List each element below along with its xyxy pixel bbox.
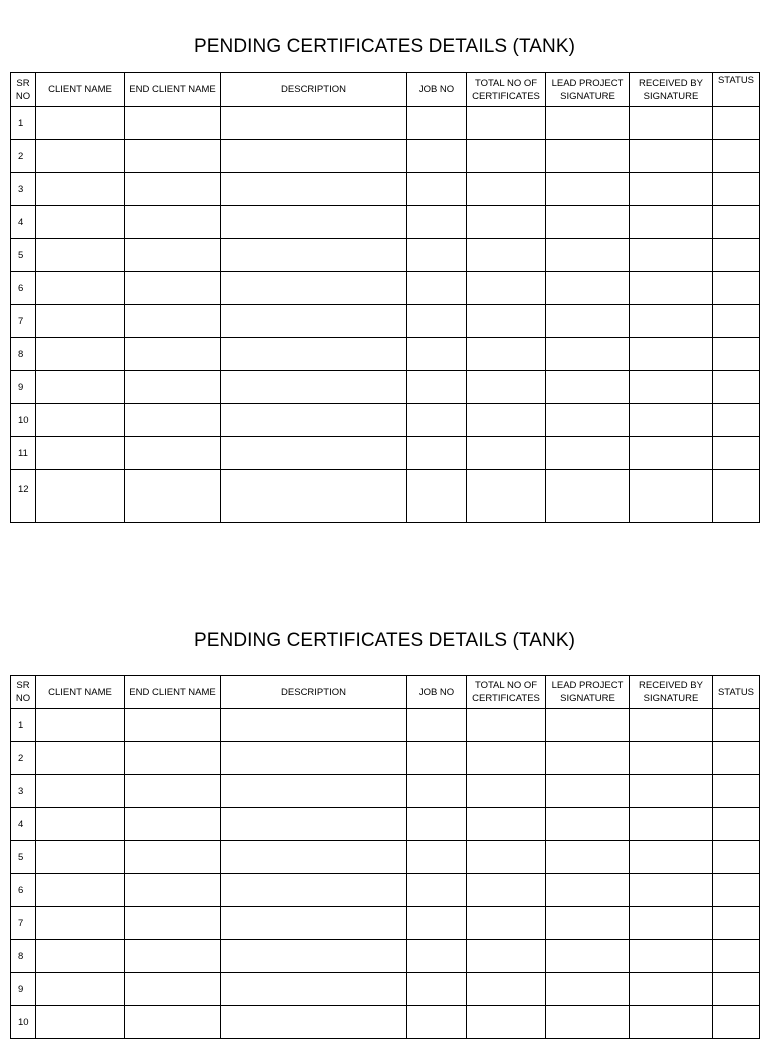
header-lead-project-signature: LEAD PROJECT SIGNATURE [546, 73, 630, 107]
cell-client-name [36, 709, 125, 742]
table-row [11, 709, 760, 742]
cell-lead-project-signature [546, 404, 630, 437]
cell-lead-project-signature [546, 841, 630, 874]
cell-total-certificates [467, 742, 546, 775]
table-row [11, 140, 760, 173]
table-row [11, 338, 760, 371]
cell-status [713, 808, 760, 841]
table-row [11, 940, 760, 973]
pending-certificates-table [10, 675, 760, 1039]
cell-client-name [36, 107, 125, 140]
cell-status [713, 371, 760, 404]
cell-total-certificates [467, 470, 546, 523]
cell-client-name [36, 371, 125, 404]
cell-end-client-name [125, 173, 221, 206]
header-status: STATUS [713, 676, 760, 709]
header-row [11, 73, 760, 107]
cell-received-by-signature [630, 272, 713, 305]
cell-end-client-name [125, 338, 221, 371]
cell-sr-no: 2 [11, 140, 36, 173]
cell-description [221, 907, 407, 940]
cell-sr-no: 7 [11, 305, 36, 338]
cell-status [713, 940, 760, 973]
cell-sr-no: 9 [11, 973, 36, 1006]
table-row [11, 272, 760, 305]
cell-sr-no: 5 [11, 239, 36, 272]
header-client-name: CLIENT NAME [36, 676, 125, 709]
cell-job-no [407, 874, 467, 907]
header-job-no: JOB NO [407, 73, 467, 107]
table-row [11, 437, 760, 470]
cell-lead-project-signature [546, 907, 630, 940]
cell-sr-no: 12 [11, 470, 36, 523]
cell-total-certificates [467, 907, 546, 940]
cell-status [713, 239, 760, 272]
cell-end-client-name [125, 874, 221, 907]
cell-description [221, 470, 407, 523]
header-end-client-name: END CLIENT NAME [125, 676, 221, 709]
cell-end-client-name [125, 907, 221, 940]
cell-job-no [407, 973, 467, 1006]
cell-job-no [407, 404, 467, 437]
cell-lead-project-signature [546, 973, 630, 1006]
cell-received-by-signature [630, 907, 713, 940]
cell-received-by-signature [630, 437, 713, 470]
cell-total-certificates [467, 371, 546, 404]
header-sr-no: SR NO [11, 676, 36, 709]
cell-end-client-name [125, 437, 221, 470]
cell-job-no [407, 107, 467, 140]
cell-description [221, 808, 407, 841]
cell-client-name [36, 907, 125, 940]
cell-sr-no: 3 [11, 173, 36, 206]
pending-certificates-table [10, 72, 760, 523]
header-job-no: JOB NO [407, 676, 467, 709]
cell-lead-project-signature [546, 272, 630, 305]
cell-job-no [407, 206, 467, 239]
cell-sr-no: 4 [11, 206, 36, 239]
cell-status [713, 206, 760, 239]
table-row [11, 404, 760, 437]
cell-received-by-signature [630, 775, 713, 808]
cell-client-name [36, 775, 125, 808]
cell-status [713, 173, 760, 206]
cell-status [713, 107, 760, 140]
cell-total-certificates [467, 404, 546, 437]
cell-sr-no: 8 [11, 338, 36, 371]
header-row [11, 676, 760, 709]
cell-sr-no: 3 [11, 775, 36, 808]
cell-total-certificates [467, 709, 546, 742]
header-sr-no: SR NO [11, 73, 36, 107]
cell-lead-project-signature [546, 874, 630, 907]
cell-received-by-signature [630, 940, 713, 973]
cell-client-name [36, 404, 125, 437]
cell-total-certificates [467, 239, 546, 272]
cell-description [221, 742, 407, 775]
cell-description [221, 305, 407, 338]
cell-total-certificates [467, 841, 546, 874]
header-total-certificates: TOTAL NO OF CERTIFICATES [467, 676, 546, 709]
cell-status [713, 470, 760, 523]
cell-lead-project-signature [546, 140, 630, 173]
cell-job-no [407, 808, 467, 841]
cell-sr-no: 10 [11, 404, 36, 437]
cell-end-client-name [125, 305, 221, 338]
cell-status [713, 709, 760, 742]
table-body [11, 709, 760, 1039]
cell-end-client-name [125, 808, 221, 841]
cell-client-name [36, 437, 125, 470]
table-row [11, 808, 760, 841]
header-total-certificates: TOTAL NO OF CERTIFICATES [467, 73, 546, 107]
cell-description [221, 206, 407, 239]
table-row [11, 107, 760, 140]
cell-received-by-signature [630, 338, 713, 371]
cell-job-no [407, 371, 467, 404]
cell-job-no [407, 338, 467, 371]
cell-lead-project-signature [546, 709, 630, 742]
cell-status [713, 140, 760, 173]
cell-status [713, 272, 760, 305]
cell-client-name [36, 874, 125, 907]
cell-end-client-name [125, 973, 221, 1006]
table-row [11, 973, 760, 1006]
cell-received-by-signature [630, 140, 713, 173]
cell-received-by-signature [630, 1006, 713, 1039]
cell-client-name [36, 841, 125, 874]
cell-received-by-signature [630, 742, 713, 775]
cell-status [713, 841, 760, 874]
table-row [11, 874, 760, 907]
cell-sr-no: 11 [11, 437, 36, 470]
cell-job-no [407, 305, 467, 338]
cell-end-client-name [125, 742, 221, 775]
header-end-client-name: END CLIENT NAME [125, 73, 221, 107]
cell-end-client-name [125, 239, 221, 272]
cell-description [221, 874, 407, 907]
cell-end-client-name [125, 371, 221, 404]
cell-status [713, 874, 760, 907]
cell-sr-no: 7 [11, 907, 36, 940]
cell-sr-no: 8 [11, 940, 36, 973]
cell-end-client-name [125, 841, 221, 874]
cell-total-certificates [467, 1006, 546, 1039]
cell-lead-project-signature [546, 1006, 630, 1039]
cell-sr-no: 2 [11, 742, 36, 775]
cell-description [221, 973, 407, 1006]
cell-end-client-name [125, 404, 221, 437]
cell-lead-project-signature [546, 775, 630, 808]
cell-description [221, 371, 407, 404]
cell-lead-project-signature [546, 940, 630, 973]
table-row [11, 470, 760, 523]
cell-client-name [36, 173, 125, 206]
header-client-name: CLIENT NAME [36, 73, 125, 107]
cell-description [221, 107, 407, 140]
cell-total-certificates [467, 140, 546, 173]
cell-client-name [36, 272, 125, 305]
cell-total-certificates [467, 173, 546, 206]
cell-status [713, 404, 760, 437]
cell-client-name [36, 239, 125, 272]
table-row [11, 775, 760, 808]
cell-end-client-name [125, 140, 221, 173]
cell-description [221, 173, 407, 206]
cell-received-by-signature [630, 173, 713, 206]
cell-sr-no: 5 [11, 841, 36, 874]
table-row [11, 841, 760, 874]
cell-total-certificates [467, 940, 546, 973]
cell-status [713, 907, 760, 940]
cell-job-no [407, 173, 467, 206]
cell-end-client-name [125, 1006, 221, 1039]
cell-received-by-signature [630, 470, 713, 523]
table-row [11, 206, 760, 239]
cell-sr-no: 6 [11, 272, 36, 305]
table-row [11, 1006, 760, 1039]
cell-total-certificates [467, 305, 546, 338]
cell-sr-no: 10 [11, 1006, 36, 1039]
cell-received-by-signature [630, 709, 713, 742]
cell-lead-project-signature [546, 206, 630, 239]
header-status: STATUS [713, 73, 760, 107]
cell-description [221, 841, 407, 874]
table-row [11, 371, 760, 404]
table-body [11, 107, 760, 523]
cell-status [713, 338, 760, 371]
cell-total-certificates [467, 775, 546, 808]
cell-end-client-name [125, 272, 221, 305]
cell-client-name [36, 305, 125, 338]
sheet-title: PENDING CERTIFICATES DETAILS (TANK) [193, 36, 576, 57]
cell-total-certificates [467, 808, 546, 841]
cell-description [221, 709, 407, 742]
header-received-by-signature: RECEIVED BY SIGNATURE [630, 676, 713, 709]
cell-status [713, 775, 760, 808]
cell-job-no [407, 437, 467, 470]
cell-description [221, 775, 407, 808]
cell-client-name [36, 338, 125, 371]
cell-end-client-name [125, 206, 221, 239]
cell-client-name [36, 940, 125, 973]
cell-lead-project-signature [546, 107, 630, 140]
cell-description [221, 272, 407, 305]
table-row [11, 239, 760, 272]
cell-sr-no: 4 [11, 808, 36, 841]
cell-client-name [36, 140, 125, 173]
cell-lead-project-signature [546, 437, 630, 470]
cell-job-no [407, 272, 467, 305]
cell-status [713, 437, 760, 470]
cell-description [221, 437, 407, 470]
header-received-by-signature: RECEIVED BY SIGNATURE [630, 73, 713, 107]
cell-job-no [407, 239, 467, 272]
cell-status [713, 973, 760, 1006]
cell-lead-project-signature [546, 470, 630, 523]
cell-description [221, 140, 407, 173]
cell-received-by-signature [630, 874, 713, 907]
cell-end-client-name [125, 940, 221, 973]
cell-sr-no: 1 [11, 709, 36, 742]
cell-client-name [36, 742, 125, 775]
cell-client-name [36, 470, 125, 523]
cell-lead-project-signature [546, 239, 630, 272]
cell-sr-no: 6 [11, 874, 36, 907]
table-row [11, 173, 760, 206]
cell-received-by-signature [630, 107, 713, 140]
cell-description [221, 404, 407, 437]
cell-total-certificates [467, 107, 546, 140]
cell-lead-project-signature [546, 371, 630, 404]
cell-received-by-signature [630, 239, 713, 272]
cell-job-no [407, 775, 467, 808]
cell-job-no [407, 1006, 467, 1039]
cell-sr-no: 9 [11, 371, 36, 404]
cell-received-by-signature [630, 973, 713, 1006]
header-description: DESCRIPTION [221, 676, 407, 709]
cell-received-by-signature [630, 371, 713, 404]
cell-status [713, 1006, 760, 1039]
cell-job-no [407, 140, 467, 173]
cell-end-client-name [125, 470, 221, 523]
table-row [11, 305, 760, 338]
cell-end-client-name [125, 709, 221, 742]
cell-client-name [36, 973, 125, 1006]
cell-description [221, 239, 407, 272]
cell-received-by-signature [630, 404, 713, 437]
cell-job-no [407, 841, 467, 874]
cell-total-certificates [467, 874, 546, 907]
cell-client-name [36, 206, 125, 239]
cell-received-by-signature [630, 808, 713, 841]
cell-description [221, 338, 407, 371]
table-row [11, 907, 760, 940]
cell-description [221, 940, 407, 973]
table-row [11, 742, 760, 775]
cell-end-client-name [125, 775, 221, 808]
cell-lead-project-signature [546, 742, 630, 775]
sheet-title: PENDING CERTIFICATES DETAILS (TANK) [193, 630, 576, 651]
cell-job-no [407, 709, 467, 742]
cell-job-no [407, 470, 467, 523]
cell-lead-project-signature [546, 305, 630, 338]
cell-total-certificates [467, 338, 546, 371]
cell-total-certificates [467, 272, 546, 305]
cell-client-name [36, 1006, 125, 1039]
cell-total-certificates [467, 437, 546, 470]
cell-received-by-signature [630, 305, 713, 338]
cell-received-by-signature [630, 206, 713, 239]
cell-received-by-signature [630, 841, 713, 874]
cell-description [221, 1006, 407, 1039]
cell-lead-project-signature [546, 173, 630, 206]
cell-total-certificates [467, 206, 546, 239]
cell-end-client-name [125, 107, 221, 140]
cell-lead-project-signature [546, 338, 630, 371]
cell-job-no [407, 742, 467, 775]
cell-client-name [36, 808, 125, 841]
cell-sr-no: 1 [11, 107, 36, 140]
cell-job-no [407, 940, 467, 973]
cell-lead-project-signature [546, 808, 630, 841]
header-lead-project-signature: LEAD PROJECT SIGNATURE [546, 676, 630, 709]
header-description: DESCRIPTION [221, 73, 407, 107]
cell-status [713, 305, 760, 338]
cell-job-no [407, 907, 467, 940]
cell-status [713, 742, 760, 775]
cell-total-certificates [467, 973, 546, 1006]
